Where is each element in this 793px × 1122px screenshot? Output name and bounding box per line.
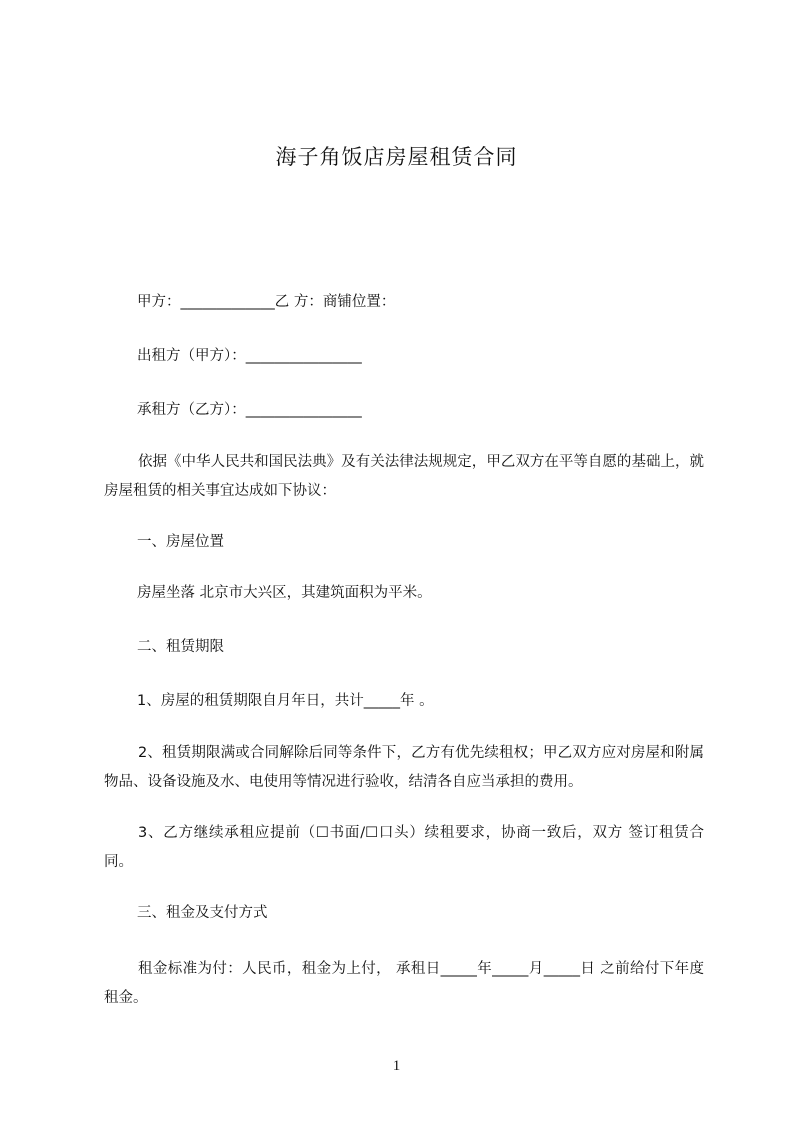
section-1-body: 房屋坐落 北京市大兴区，其建筑面积为平米。	[137, 585, 432, 601]
section-3-body: 租金标准为付：人民币，租金为上付， 承租日_____年_____月_____日 之前给付下年度租金。	[104, 961, 704, 1006]
section-2-heading: 二、租赁期限	[137, 639, 224, 655]
section-2-item-3: 3、乙方继续承租应提前（☐书面/☐口头）续租要求，协商一致后，双方 签订租赁合同。	[104, 825, 704, 870]
preamble-paragraph: 依据《中华人民共和国民法典》及有关法律法规规定，甲乙双方在平等自愿的基础上，就房屋租赁的相关事宜达成如下协议：	[104, 454, 704, 499]
party-line: 甲方：_____________乙 方：商铺位置：	[137, 294, 396, 310]
lessor-line: 出租方（甲方）：________________	[137, 348, 362, 364]
lessee-line: 承租方（乙方）：________________	[137, 402, 362, 418]
section-2-item-2: 2、租赁期限满或合同解除后同等条件下，乙方有优先续租权；甲乙双方应对房屋和附属物品、设备设施及水、电使用等情况进行验收，结清各自应当承担的费用。	[104, 745, 704, 790]
page-number: 1	[392, 1058, 401, 1074]
section-1-heading: 一、房屋位置	[137, 534, 224, 550]
document-title: 海子角饭店房屋租赁合同	[275, 145, 518, 169]
section-3-heading: 三、租金及支付方式	[137, 905, 268, 921]
section-2-item-1: 1、房屋的租赁期限自月年日，共计_____年 。	[137, 693, 434, 709]
